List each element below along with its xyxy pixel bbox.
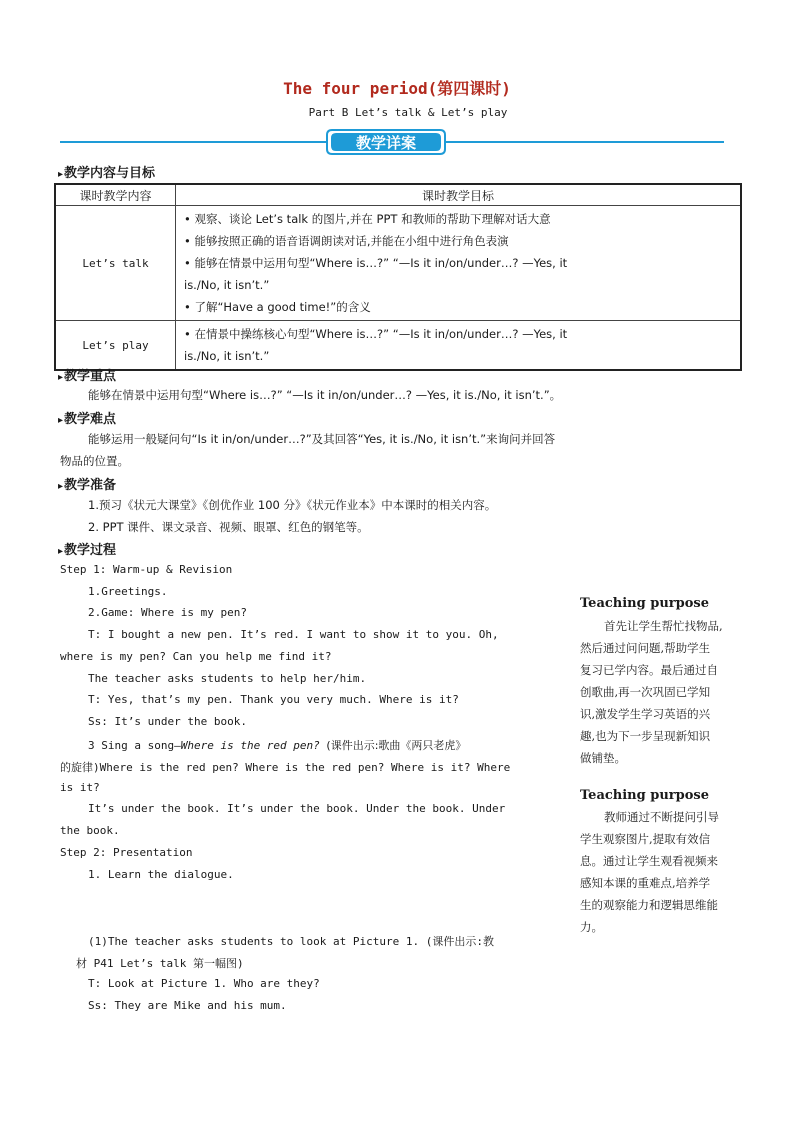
- table-header-goals: 课时教学目标: [176, 184, 742, 206]
- table-header-content: 课时教学内容: [55, 184, 176, 206]
- preparation-item: 2. PPT 课件、课文录音、视频、眼罩、红色的钢笔等。: [88, 520, 369, 534]
- section-process: ▸ 教学过程: [58, 539, 116, 558]
- objectives-table: [54, 183, 742, 371]
- difficulties-text-continued: 物品的位置。: [60, 454, 129, 468]
- table-cell-content: Let’s play: [55, 321, 176, 371]
- section-preparation: ▸ 教学准备: [58, 474, 116, 493]
- sidebar-line: 复习已学内容。最后通过自: [580, 663, 718, 677]
- goal-item: • 在情景中操练核心句型“Where is…?” “—Is it in/on/under…? —Yes, it: [184, 327, 568, 341]
- process-line: Ss: They are Mike and his mum.: [88, 999, 287, 1012]
- sidebar-note: [580, 615, 756, 769]
- goal-item: • 了解“Have a good time!”的含义: [184, 300, 371, 314]
- sidebar-line: 力。: [580, 920, 603, 934]
- process-line: T: I bought a new pen. It’s red. I want to show it to you. Oh,: [88, 628, 499, 641]
- process-step: Step 1: Warm-up & Revision: [60, 563, 233, 576]
- process-line: 1.Greetings.: [88, 585, 168, 598]
- sidebar-line: 然后通过问问题,帮助学生: [580, 641, 711, 655]
- table-row: [55, 321, 741, 371]
- sidebar-line: 做铺垫。: [580, 751, 626, 765]
- sidebar-line: 趣,也为下一步呈现新知识: [580, 729, 711, 743]
- process-line: 1. Learn the dialogue.: [88, 868, 234, 881]
- sidebar-line: 教师通过不断提问引导: [604, 810, 719, 824]
- sidebar-line: 创歌曲,再一次巩固已学知: [580, 685, 711, 699]
- banner-badge: [324, 127, 448, 157]
- process-line-song: [88, 737, 466, 753]
- process-line: where is my pen? Can you help me find it?: [60, 650, 332, 663]
- process-line: 2.Game: Where is my pen?: [88, 606, 247, 619]
- sidebar-heading: Teaching purpose: [580, 788, 709, 803]
- preparation-item: 1.预习《状元大课堂》《创优作业 100 分》《状元作业本》中本课时的相关内容。: [88, 498, 497, 512]
- table-header-row: [55, 184, 741, 206]
- process-line: is it?: [60, 781, 100, 794]
- goal-item-continued: is./No, it isn’t.”: [184, 278, 270, 292]
- process-line: T: Look at Picture 1. Who are they?: [88, 977, 320, 990]
- sidebar-line: 首先让学生帮忙找物品,: [604, 619, 723, 633]
- process-line: 的旋律)Where is the red pen? Where is the red pen? Where is it? Where: [60, 761, 511, 774]
- song-title: Where is the red pen?: [180, 739, 320, 752]
- sidebar-line: 生的观察能力和逻辑思维能: [580, 898, 718, 912]
- table-cell-goals: [176, 206, 742, 321]
- page-title: The four period(第四课时): [283, 79, 511, 98]
- process-line: T: Yes, that’s my pen. Thank you very much. Where is it?: [88, 693, 459, 706]
- table-cell-content: Let’s talk: [55, 206, 176, 321]
- sidebar-line: 学生观察图片,提取有效信: [580, 832, 711, 846]
- sidebar-heading: Teaching purpose: [580, 596, 709, 611]
- sidebar-line: 识,激发学生学习英语的兴: [580, 707, 711, 721]
- process-line: 材 P41 Let’s talk 第一幅图): [76, 957, 244, 970]
- goal-item: • 能够在情景中运用句型“Where is…?” “—Is it in/on/under…? —Yes, it: [184, 256, 568, 270]
- process-line: It’s under the book. It’s under the book. Under the book. Under: [88, 802, 506, 815]
- goal-item: • 观察、谈论 Let’s talk 的图片,并在 PPT 和教师的帮助下理解对话大意: [184, 212, 551, 226]
- sidebar-line: 感知本课的重难点,培养学: [580, 876, 711, 890]
- section-difficulties: ▸ 教学难点: [58, 408, 116, 427]
- process-line: The teacher asks students to help her/him.: [88, 672, 367, 685]
- section-key-points: ▸ 教学重点: [58, 365, 116, 384]
- table-row: [55, 206, 741, 321]
- process-line: Ss: It’s under the book.: [88, 715, 247, 728]
- process-line: (1)The teacher asks students to look at Picture 1. (课件出示:教: [88, 935, 494, 948]
- page-subtitle: Part B Let’s talk & Let’s play: [308, 106, 508, 119]
- goal-item-continued: is./No, it isn’t.”: [184, 349, 270, 363]
- table-cell-goals: [176, 321, 742, 371]
- sidebar-line: 息。通过让学生观看视频来: [580, 854, 718, 868]
- process-step: Step 2: Presentation: [60, 846, 193, 859]
- banner-text: 教学详案: [355, 134, 417, 152]
- song-intro: 3 Sing a song—: [88, 739, 181, 752]
- goal-item: • 能够按照正确的语音语调朗读对话,并能在小组中进行角色表演: [184, 234, 509, 248]
- key-points-text: 能够在情景中运用句型“Where is…?” “—Is it in/on/under…? —Yes, it is./No, it isn’t.”。: [88, 388, 562, 402]
- process-line: the book.: [60, 824, 120, 837]
- sidebar-note: [580, 806, 756, 938]
- difficulties-text: 能够运用一般疑问句“Is it in/on/under…?”及其回答“Yes, it is./No, it isn’t.”来询问并回答: [88, 432, 556, 446]
- section-content-goals: ▸ 教学内容与目标: [58, 162, 155, 181]
- song-note: (课件出示:歌曲《两只老虎》: [326, 739, 467, 752]
